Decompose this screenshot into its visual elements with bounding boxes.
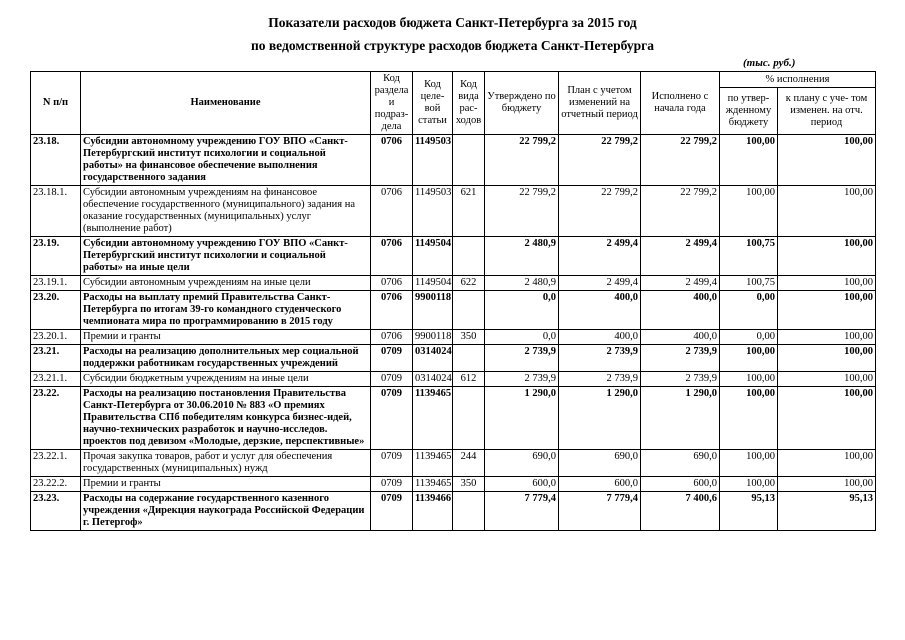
row-approved: 22 799,2 (485, 135, 559, 186)
header-utv: Утверждено по бюджету (485, 72, 559, 135)
report-subtitle: по ведомственной структуре расходов бюджета Санкт-Петербурга (250, 38, 655, 53)
row-pct-approved: 100,75 (720, 276, 778, 291)
row-name: Субсидии автономному учреждению ГОУ ВПО «Санкт-Петербургский институт психологии и социальной работы» на финансовое обеспечение выполнения государственного задания (81, 135, 371, 186)
row-approved: 2 739,9 (485, 345, 559, 372)
row-name: Прочая закупка товаров, работ и услуг для обеспечения государственных (муниципальных) нужд (81, 450, 371, 477)
row-razdel-code: 0709 (371, 387, 413, 450)
row-stat-code: 1149503 (413, 135, 453, 186)
row-executed: 22 799,2 (641, 135, 720, 186)
row-number: 23.20. (31, 291, 81, 330)
row-vid-code: 244 (453, 450, 485, 477)
table-row (31, 387, 876, 450)
row-vid-code: 622 (453, 276, 485, 291)
row-razdel-code: 0706 (371, 237, 413, 276)
row-number: 23.22.2. (31, 477, 81, 492)
table-row (31, 237, 876, 276)
row-name: Субсидии автономному учреждению ГОУ ВПО «Санкт-Петербургский институт психологии и социальной работы» на иные цели (81, 237, 371, 276)
row-pct-plan: 100,00 (778, 345, 876, 372)
row-razdel-code: 0709 (371, 477, 413, 492)
row-vid-code: 621 (453, 186, 485, 237)
table-row (31, 276, 876, 291)
row-pct-approved: 100,00 (720, 477, 778, 492)
row-pct-approved: 0,00 (720, 330, 778, 345)
row-stat-code: 0314024 (413, 345, 453, 372)
row-number: 23.22.1. (31, 450, 81, 477)
row-pct-plan: 100,00 (778, 387, 876, 450)
row-pct-approved: 100,00 (720, 387, 778, 450)
row-pct-plan: 100,00 (778, 477, 876, 492)
row-plan: 22 799,2 (559, 186, 641, 237)
table-row (31, 345, 876, 372)
header-plan: План с учетом изменений на отчетный период (559, 72, 641, 135)
row-pct-plan: 100,00 (778, 291, 876, 330)
row-approved: 2 480,9 (485, 276, 559, 291)
row-razdel-code: 0709 (371, 372, 413, 387)
row-pct-approved: 100,75 (720, 237, 778, 276)
row-number: 23.23. (31, 492, 81, 531)
header-pct-utv: по утвер- жденному бюджету (720, 88, 778, 135)
table-body (31, 135, 876, 531)
table-row (31, 372, 876, 387)
row-executed: 2 499,4 (641, 237, 720, 276)
row-stat-code: 1139465 (413, 477, 453, 492)
header-isp: Исполнено с начала года (641, 72, 720, 135)
header-stat: Код целе- вой статьи (413, 72, 453, 135)
row-plan: 400,0 (559, 330, 641, 345)
row-name: Субсидии автономным учреждениям на иные цели (81, 276, 371, 291)
row-approved: 7 779,4 (485, 492, 559, 531)
row-stat-code: 1139465 (413, 450, 453, 477)
row-executed: 2 499,4 (641, 276, 720, 291)
row-vid-code: 612 (453, 372, 485, 387)
row-pct-approved: 95,13 (720, 492, 778, 531)
row-approved: 2 739,9 (485, 372, 559, 387)
header-razdel: Код раздела и подраз- дела (371, 72, 413, 135)
row-number: 23.22. (31, 387, 81, 450)
row-stat-code: 1139466 (413, 492, 453, 531)
row-approved: 0,0 (485, 291, 559, 330)
row-pct-approved: 0,00 (720, 291, 778, 330)
header-pct-plan: к плану с уче- том изменен. на отч. период (778, 88, 876, 135)
table-row (31, 477, 876, 492)
row-razdel-code: 0706 (371, 276, 413, 291)
row-plan: 2 739,9 (559, 372, 641, 387)
row-approved: 600,0 (485, 477, 559, 492)
row-name: Премии и гранты (81, 330, 371, 345)
table-row (31, 135, 876, 186)
row-pct-approved: 100,00 (720, 345, 778, 372)
header-vid: Код вида рас- ходов (453, 72, 485, 135)
row-stat-code: 9900118 (413, 330, 453, 345)
row-executed: 400,0 (641, 291, 720, 330)
header-name: Наименование (81, 72, 371, 135)
row-pct-approved: 100,00 (720, 135, 778, 186)
row-vid-code (453, 492, 485, 531)
row-approved: 1 290,0 (485, 387, 559, 450)
row-stat-code: 0314024 (413, 372, 453, 387)
row-pct-plan: 100,00 (778, 186, 876, 237)
row-razdel-code: 0706 (371, 135, 413, 186)
row-number: 23.18. (31, 135, 81, 186)
row-pct-approved: 100,00 (720, 186, 778, 237)
row-razdel-code: 0706 (371, 330, 413, 345)
row-plan: 2 499,4 (559, 237, 641, 276)
row-plan: 1 290,0 (559, 387, 641, 450)
row-stat-code: 1149504 (413, 237, 453, 276)
row-executed: 2 739,9 (641, 345, 720, 372)
row-approved: 22 799,2 (485, 186, 559, 237)
row-vid-code (453, 291, 485, 330)
table-row (31, 186, 876, 237)
row-plan: 22 799,2 (559, 135, 641, 186)
row-name: Субсидии бюджетным учреждениям на иные цели (81, 372, 371, 387)
row-stat-code: 1139465 (413, 387, 453, 450)
table-row (31, 330, 876, 345)
row-number: 23.21.1. (31, 372, 81, 387)
row-name: Субсидии автономным учреждениям на финансовое обеспечение государственного (муниципального) задания на оказание государственных (муниципальных) услуг (выполнение работ) (81, 186, 371, 237)
row-name: Расходы на выплату премий Правительства Санкт-Петербурга по итогам 39-го командного студенческого чемпионата мира по программированию в 2015 году (81, 291, 371, 330)
row-executed: 2 739,9 (641, 372, 720, 387)
row-razdel-code: 0709 (371, 345, 413, 372)
row-name: Расходы на реализацию дополнительных мер социальной поддержки работникам государственных учреждений (81, 345, 371, 372)
row-approved: 2 480,9 (485, 237, 559, 276)
row-stat-code: 1149503 (413, 186, 453, 237)
table-row (31, 492, 876, 531)
row-name: Расходы на содержание государственного казенного учреждения «Дирекция наукограда Российской Федерации г. Петергоф» (81, 492, 371, 531)
row-number: 23.18.1. (31, 186, 81, 237)
row-executed: 1 290,0 (641, 387, 720, 450)
table-row (31, 450, 876, 477)
row-plan: 600,0 (559, 477, 641, 492)
row-number: 23.19.1. (31, 276, 81, 291)
row-name: Расходы на реализацию постановления Правительства Санкт-Петербурга от 30.06.2010 № 883 «О премиях Правительства СПб победителям конкурса бизнес-идей, научно-технических разработок и научно-исследов. проектов под девизом «Молодые, дерзкие, перспективные» (81, 387, 371, 450)
row-pct-approved: 100,00 (720, 450, 778, 477)
row-executed: 7 400,6 (641, 492, 720, 531)
row-razdel-code: 0706 (371, 186, 413, 237)
row-plan: 2 739,9 (559, 345, 641, 372)
row-plan: 7 779,4 (559, 492, 641, 531)
row-razdel-code: 0706 (371, 291, 413, 330)
row-plan: 2 499,4 (559, 276, 641, 291)
row-pct-approved: 100,00 (720, 372, 778, 387)
row-approved: 0,0 (485, 330, 559, 345)
row-number: 23.19. (31, 237, 81, 276)
row-pct-plan: 100,00 (778, 330, 876, 345)
row-razdel-code: 0709 (371, 450, 413, 477)
row-number: 23.21. (31, 345, 81, 372)
row-executed: 400,0 (641, 330, 720, 345)
row-vid-code (453, 345, 485, 372)
row-stat-code: 1149504 (413, 276, 453, 291)
row-vid-code (453, 387, 485, 450)
row-stat-code: 9900118 (413, 291, 453, 330)
row-pct-plan: 100,00 (778, 135, 876, 186)
row-pct-plan: 95,13 (778, 492, 876, 531)
row-executed: 600,0 (641, 477, 720, 492)
report-title: Показатели расходов бюджета Санкт-Петербурга за 2015 год (268, 15, 637, 30)
row-name: Премии и гранты (81, 477, 371, 492)
row-executed: 22 799,2 (641, 186, 720, 237)
units-label: (тыс. руб.) (743, 57, 796, 69)
header-np: N п/п (31, 72, 81, 135)
header-pct: % исполнения (720, 72, 876, 88)
row-number: 23.20.1. (31, 330, 81, 345)
row-vid-code: 350 (453, 330, 485, 345)
row-approved: 690,0 (485, 450, 559, 477)
row-pct-plan: 100,00 (778, 276, 876, 291)
table-row (31, 291, 876, 330)
row-vid-code (453, 135, 485, 186)
row-vid-code: 350 (453, 477, 485, 492)
row-pct-plan: 100,00 (778, 450, 876, 477)
row-pct-plan: 100,00 (778, 372, 876, 387)
row-plan: 400,0 (559, 291, 641, 330)
row-pct-plan: 100,00 (778, 237, 876, 276)
row-razdel-code: 0709 (371, 492, 413, 531)
row-executed: 690,0 (641, 450, 720, 477)
row-plan: 690,0 (559, 450, 641, 477)
row-vid-code (453, 237, 485, 276)
expenses-table (30, 71, 876, 531)
